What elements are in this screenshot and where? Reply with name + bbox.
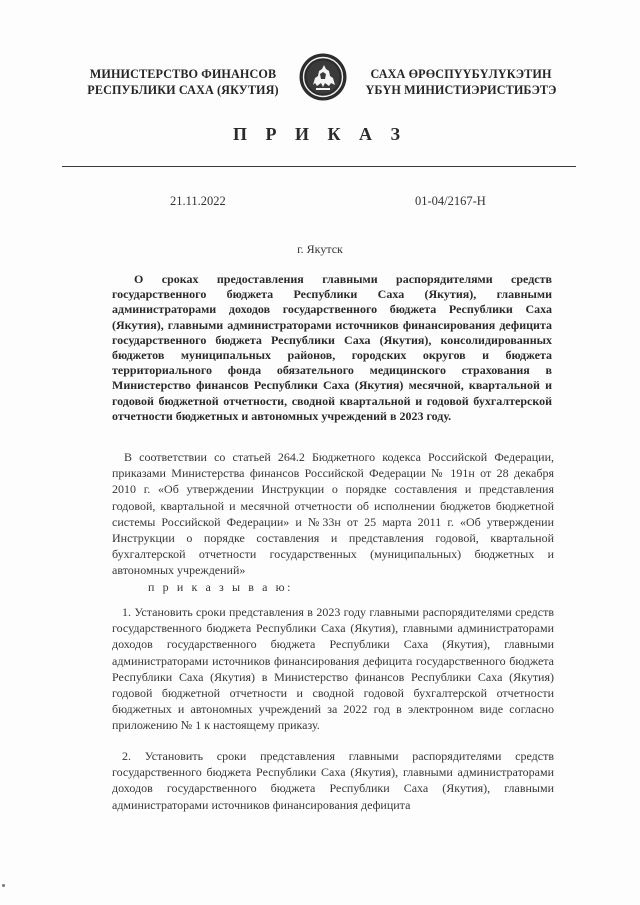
scan-speck xyxy=(2,884,5,887)
document-city: г. Якутск xyxy=(297,242,343,256)
document-date: 21.11.2022 xyxy=(170,194,226,208)
directive-word: п р и к а з ы в а ю: xyxy=(148,580,294,594)
coat-of-arms-emblem-icon xyxy=(298,52,348,102)
document-number: 01-04/2167-Н xyxy=(415,194,486,208)
ministry-name-yakut-line-1: САХА ӨРӨСПҮҮБҮЛҮКЭТИН xyxy=(370,67,552,81)
document-subject: О сроках предоставления главными распорядителями средств государственного бюджета Республики Саха (Якутия), главными администраторами доходов государственного бюджета Республики Саха (Якутия), главными администраторами источников финансирования дефицита государственного бюджета Республики Саха (Якутия), консолидированных бюджетов муниципальных районов, городских округов и бюджета территориального фонда обязательного медицинского страхования в Министерство финансов Республики Саха (Якутия) месячной, квартальной и годовой бюджетной отчетности, сводной квартальной и годовой бухгалтерской отчетности бюджетных и автономных учреждений в 2023 году. xyxy=(112,272,552,423)
ministry-name-russian xyxy=(78,66,288,98)
preamble-paragraph: В соответствии со статьей 264.2 Бюджетного кодекса Российской Федерации, приказами Министерства финансов Российской Федерации № 191н от 28 декабря 2010 г. «Об утверждении Инструкции о порядке составления и представления годовой, квартальной и месячной отчетности об исполнении бюджетов бюджетной системы Российской Федерации» и №33н от 25 марта 2011 г. «Об утверждении Инструкции о порядке составления и представления годовой, квартальной бухгалтерской отчетности государственных (муниципальных) бюджетных и автономных учреждений» xyxy=(112,450,554,578)
header-divider xyxy=(62,166,576,167)
order-item-2: 2. Установить сроки представления главными распорядителями средств государственного бюджета Республики Саха (Якутия), главными администраторами доходов государственного бюджета Республики Саха (Якутия), главными администраторами источников финансирования дефицита xyxy=(112,749,554,812)
order-item-1: 1. Установить сроки представления в 2023 году главными распорядителями средств государственного бюджета Республики Саха (Якутия), главными администраторами доходов государственного бюджета Республики Саха (Якутия), главными администраторами источников финансирования дефицита государственного бюджета Республики Саха (Якутия) в Министерство финансов Республики Саха (Якутия) годовой бюджетной отчетности и сводной годовой бухгалтерской отчетности бюджетных и автономных учреждений за 2022 год в электронном виде согласно приложению № 1 к настоящему приказу. xyxy=(112,605,554,733)
ministry-name-yakut-line-2: ҮБҮН МИНИСТИЭРИСТИБЭТЭ xyxy=(365,83,557,97)
document-title: П Р И К А З xyxy=(232,124,408,144)
ministry-name-line-1: МИНИСТЕРСТВО ФИНАНСОВ xyxy=(89,67,277,81)
ministry-name-yakut xyxy=(356,66,566,98)
ministry-name-line-2: РЕСПУБЛИКИ САХА (ЯКУТИЯ) xyxy=(87,83,279,97)
